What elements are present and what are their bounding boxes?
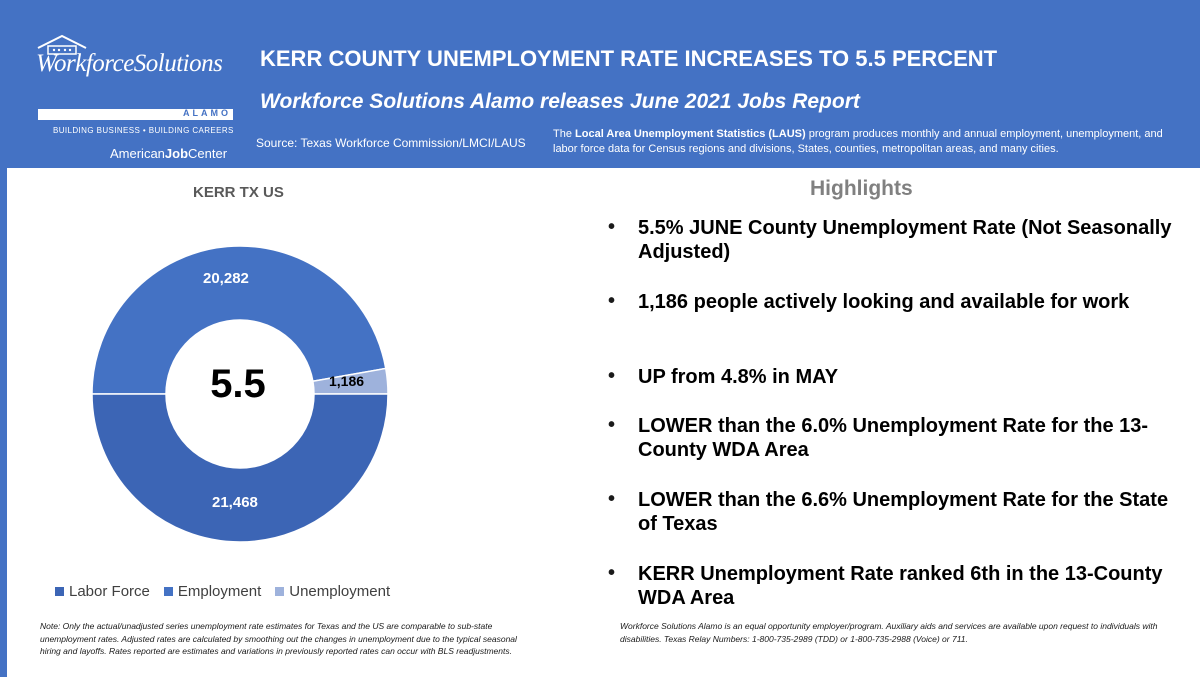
bullet-icon: • [608,216,616,238]
highlight-text: KERR Unemployment Rate ranked 6th in the 13-County WDA Area [638,563,1163,609]
slice-label-unemployment: 1,186 [329,373,365,389]
highlight-text: 5.5% JUNE County Unemployment Rate (Not Seasonally Adjusted) [638,217,1172,263]
laus-rest: program produces monthly and annual employment, unemployment, and labor force data for Census regions and divisions, States, counties, metropolitan areas, and many cities. [553,128,1163,155]
chart-legend [55,583,390,600]
left-accent-bar [0,168,7,677]
slice-label-labor-force: 21,468 [212,494,258,511]
legend-label: Unemployment [289,583,391,600]
bullet-icon: • [608,365,616,387]
highlight-text: LOWER than the 6.0% Unemployment Rate for the 13-County WDA Area [638,415,1149,461]
logo-region-bar [38,109,233,120]
workforce-solutions-logo [36,34,236,161]
slice-labor-force [92,394,388,542]
highlight-text: UP from 4.8% in MAY [638,366,839,388]
highlight-text: LOWER than the 6.6% Unemployment Rate for the State of Texas [638,489,1169,535]
ajc-bold: Job [164,146,189,161]
laus-bold: Local Area Unemployment Statistics (LAUS) [575,128,806,140]
logo-tagline: BUILDING BUSINESS • BUILDING CAREERS [53,126,234,135]
chart-title: KERR TX US [193,184,284,201]
laus-prefix: The [553,128,576,140]
legend-label: Employment [177,583,262,600]
legend-swatch-unemployment [275,587,284,596]
laus-description [553,127,1178,157]
slice-label-employment: 20,282 [203,270,249,287]
bullet-icon: • [608,414,616,436]
eeo-disclaimer: Workforce Solutions Alamo is an equal opportunity employer/program. Auxiliary aids and services are available upon request to individuals with disabilities. Texas Relay Numbers: 1-800-735-2989 (TDD) or 1-800-735-2988 (Voice) or 711. [620,621,1158,644]
bullet-icon: • [608,488,616,510]
ajc-prefix: American [110,146,165,161]
page-title: KERR COUNTY UNEMPLOYMENT RATE INCREASES TO 5.5 PERCENT [260,46,998,71]
legend-item-unemployment [275,583,390,600]
donut-center-value: 5.5 [210,362,266,406]
legend-item-labor-force [55,583,150,600]
bullet-icon: • [608,290,616,312]
highlights-title: Highlights [810,177,913,200]
legend-label: Labor Force [69,583,150,600]
legend-item-employment [164,583,261,600]
logo-region: ALAMO [183,108,231,118]
header-banner [0,0,1200,168]
logo-wordmark: WorkforceSolutions [36,50,223,77]
ajc-suffix: Center [188,146,228,161]
legend-swatch-labor-force [55,587,64,596]
bullet-icon: • [608,562,616,584]
source-line: Source: Texas Workforce Commission/LMCI/LAUS [256,136,526,150]
highlight-text: 1,186 people actively looking and available for work [638,291,1130,313]
american-job-center-logo [110,146,227,161]
page-subtitle: Workforce Solutions Alamo releases June 2021 Jobs Report [260,90,860,113]
legend-swatch-employment [164,587,173,596]
methodology-note: Note: Only the actual/unadjusted series unemployment rate estimates for Texas and the US are comparable to sub-state unemployment rates. Adjusted rates are calculated by smoothing out the changes in unemployment due to the typical seasonal hiring and layoffs. Rates reported are estimates and variations in previously reported rates can occur with BLS readjustments. [40,621,517,656]
